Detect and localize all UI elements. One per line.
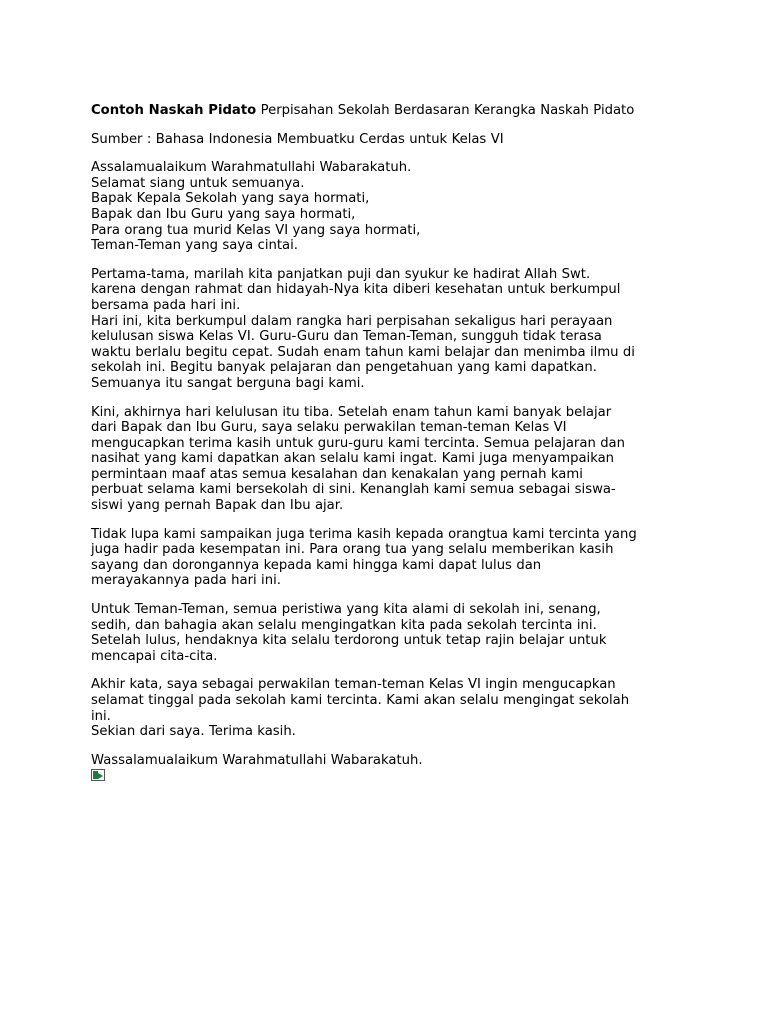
paragraph-2-line-1: Hari ini, kita berkumpul dalam rangka hari perpisahan sekaligus hari perayaan xyxy=(91,313,613,329)
paragraph-4-line-3: sayang dan dorongannya kepada kami hingga kami dapat lulus dan xyxy=(91,557,542,573)
paragraph-3-line-3: mengucapkan terima kasih untuk guru-guru kami tercinta. Semua pelajaran dan xyxy=(91,435,625,451)
greeting-line-5: Para orang tua murid Kelas VI yang saya hormati, xyxy=(91,222,421,238)
paragraph-3-line-1: Kini, akhirnya hari kelulusan itu tiba. Setelah enam tahun kami banyak belajar xyxy=(91,404,612,420)
paragraph-4 xyxy=(91,527,681,589)
paragraph-4-line-1: Tidak lupa kami sampaikan juga terima kasih kepada orangtua kami tercinta yang xyxy=(91,526,637,542)
paragraph-6-line-4: Sekian dari saya. Terima kasih. xyxy=(91,724,296,740)
paragraph-3-line-4: nasihat yang kami dapatkan akan selalu kami ingat. Kami juga menyampaikan xyxy=(91,451,615,467)
paragraph-1-line-1: Pertama-tama, marilah kita panjatkan puji dan syukur ke hadirat Allah Swt. xyxy=(91,266,591,282)
paragraph-3-line-5: permintaan maaf atas semua kesalahan dan kenakalan yang pernah kami xyxy=(91,466,583,482)
paragraph-3-line-6: perbuat selama kami bersekolah di sini. Kenanglah kami semua sebagai siswa- xyxy=(91,482,616,498)
paragraph-2 xyxy=(91,314,681,392)
paragraph-2-line-2: kelulusan siswa Kelas VI. Guru-Guru dan Teman-Teman, sungguh tidak terasa xyxy=(91,329,602,345)
document-title-bold: Contoh Naskah Pidato xyxy=(91,103,257,118)
paragraph-1-line-3: bersama pada hari ini. xyxy=(91,297,241,313)
closing-line xyxy=(91,753,681,769)
document-title xyxy=(91,103,681,119)
greeting-line-1: Assalamualaikum Warahmatullahi Wabarakatuh. xyxy=(91,160,412,176)
greeting-block xyxy=(91,160,681,254)
signature-image-placeholder xyxy=(91,768,681,784)
paragraph-6-line-1: Akhir kata, saya sebagai perwakilan teman-teman Kelas VI ingin mengucapkan xyxy=(91,677,616,693)
paragraph-5-line-1: Untuk Teman-Teman, semua peristiwa yang kita alami di sekolah ini, senang, xyxy=(91,602,601,618)
greeting-line-6: Teman-Teman yang saya cintai. xyxy=(91,238,298,254)
greeting-line-4: Bapak dan Ibu Guru yang saya hormati, xyxy=(91,206,356,222)
greeting-line-2: Selamat siang untuk semuanya. xyxy=(91,175,305,191)
paragraph-3-line-7: siswi yang pernah Bapak dan Ibu ajar. xyxy=(91,498,344,514)
paragraph-3-line-2: dari Bapak dan Ibu Guru, saya selaku perwakilan teman-teman Kelas VI xyxy=(91,420,567,436)
document-title-rest: Perpisahan Sekolah Berdasaran Kerangka Naskah Pidato xyxy=(256,103,635,118)
closing-text: Wassalamualaikum Warahmatullahi Wabarakatuh. xyxy=(91,752,423,768)
broken-image-icon xyxy=(91,769,105,781)
paragraph-5-line-4: mencapai cita-cita. xyxy=(91,648,218,664)
paragraph-4-line-2: juga hadir pada kesempatan ini. Para orang tua yang selalu memberikan kasih xyxy=(91,542,614,558)
paragraph-6-line-3: ini. xyxy=(91,708,111,724)
paragraph-2-line-5: Semuanya itu sangat berguna bagi kami. xyxy=(91,375,365,391)
paragraph-5-line-2: sedih, dan bahagia akan selalu mengingatkan kita pada sekolah tercinta ini. xyxy=(91,617,597,633)
paragraph-2-line-4: sekolah ini. Begitu banyak pelajaran dan pengetahuan yang kami dapatkan. xyxy=(91,360,597,376)
paragraph-2-line-3: waktu berlalu begitu cepat. Sudah enam tahun kami belajar dan menimba ilmu di xyxy=(91,344,635,360)
source-line xyxy=(91,132,681,148)
paragraph-1 xyxy=(91,267,681,314)
paragraph-5-line-3: Setelah lulus, hendaknya kita selalu terdorong untuk tetap rajin belajar untuk xyxy=(91,633,607,649)
paragraph-4-line-4: merayakannya pada hari ini. xyxy=(91,573,281,589)
paragraph-3 xyxy=(91,405,681,514)
greeting-line-3: Bapak Kepala Sekolah yang saya hormati, xyxy=(91,191,370,207)
paragraph-1-line-2: karena dengan rahmat dan hidayah-Nya kita diberi kesehatan untuk berkumpul xyxy=(91,282,621,298)
paragraph-6-line-2: selamat tinggal pada sekolah kami tercinta. Kami akan selalu mengingat sekolah xyxy=(91,693,630,708)
document-body xyxy=(91,103,681,797)
paragraph-6 xyxy=(91,677,681,739)
paragraph-5 xyxy=(91,602,681,664)
source-line-text: Sumber : Bahasa Indonesia Membuatku Cerdas untuk Kelas VI xyxy=(91,131,504,147)
